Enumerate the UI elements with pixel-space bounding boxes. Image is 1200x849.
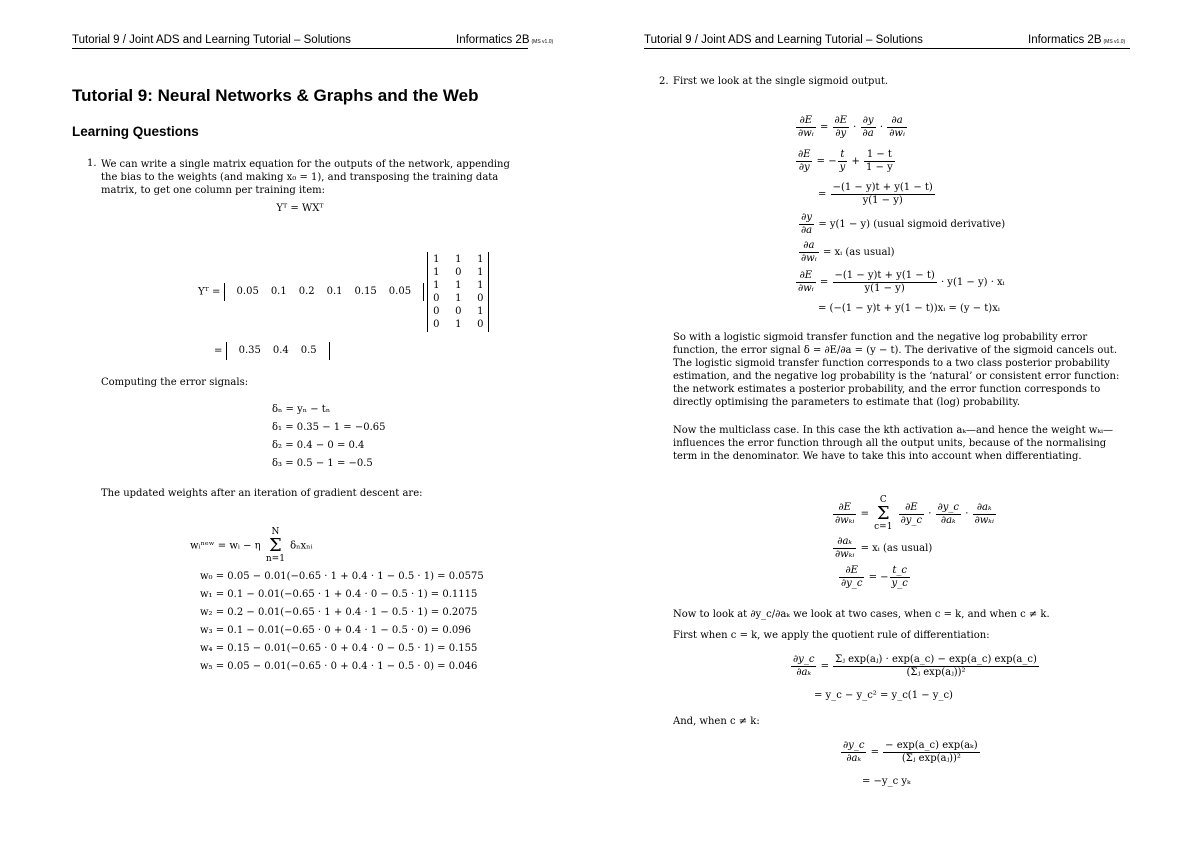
- matrix-cell: 1: [455, 254, 462, 265]
- paragraph-multiclass: Now the multiclass case. In this case the kth activation aₖ—and hence the weight wₖᵢ—influences the error function through all the output units, because of the normalising term in the denominator. We have to take this into account when differentiating.: [673, 425, 1113, 462]
- vector-entry: 0.05: [236, 286, 259, 297]
- weight-update-line: w₃ = 0.1 − 0.01(−0.65 · 0 + 0.4 · 1 − 0.5 · 0) = 0.096: [200, 625, 471, 636]
- data-matrix: [427, 252, 489, 332]
- error-signal-line: δ₁ = 0.35 − 1 = −0.65: [272, 422, 386, 433]
- matrix-cell: 1: [477, 254, 484, 265]
- weight-update-line: w₂ = 0.2 − 0.01(−0.65 · 1 + 0.4 · 1 − 0.5 · 1) = 0.2075: [200, 607, 478, 618]
- matrix-cell: 1: [455, 319, 462, 330]
- final-gradient-line2: = (−(1 − y)t + y(1 − t))xᵢ = (y − t)xᵢ: [818, 303, 1000, 314]
- matrix-equation: Yᵀ = WXᵀ: [276, 203, 324, 214]
- multiclass-da-dw: $\frac{\text{∂aₖ}}{\text{∂wₖᵢ}}$ = xᵢ (as usual): [835, 536, 933, 560]
- header-rule: [644, 48, 1130, 49]
- error-signal-line: δ₂ = 0.4 − 0 = 0.4: [272, 440, 365, 451]
- vector-entry: 0.1: [270, 286, 287, 297]
- question-number: 1.: [87, 158, 97, 169]
- matrix-cell: 1: [433, 267, 440, 278]
- vector-entry: 0.15: [354, 286, 377, 297]
- matrix-row: [432, 279, 484, 292]
- matrix-cell: 1: [477, 280, 484, 291]
- multiclass-chain-rule: $\frac{\partial E}{\text{∂wₖᵢ}}$ = C Σ c=1 $\frac{\partial E}{\partial y\_c}$ · $\frac{\partial y\_c}{\text{∂aₖ}}$ · $\frac{\text{∂aₖ}}{\text{∂wₖᵢ}}$: [835, 495, 994, 532]
- errors-intro: Computing the error signals:: [101, 377, 249, 388]
- matrix-product: [198, 252, 489, 332]
- q1-text: We can write a single matrix equation for the outputs of the network, appending the bias to the weights (and making x₀ = 1), and transposing the training data matrix, to get one column per training item:: [101, 159, 510, 196]
- matrix-row: [432, 253, 484, 266]
- quotient-rule-result: = y_c − y_c² = y_c(1 − y_c): [814, 690, 953, 701]
- running-header-right: Informatics 2B (MS v1.0): [1028, 34, 1126, 46]
- error-signal-line: δ₃ = 0.5 − 1 = −0.5: [272, 458, 373, 469]
- weight-update-line: w₁ = 0.1 − 0.01(−0.65 · 1 + 0.4 · 0 − 0.5 · 1) = 0.1115: [200, 589, 478, 600]
- dE-dy-combined: = $\frac{-(1 - y)t + y(1 - t)}{y(1 - y)}$: [818, 182, 933, 206]
- matrix-cell: 1: [455, 280, 462, 291]
- matrix-cell: 0: [477, 319, 484, 330]
- weight-row-vector: [224, 283, 425, 301]
- matrix-cell: 0: [455, 267, 462, 278]
- chain-rule-line: $\frac{\partial E}{\text{∂wᵢ}}$ = $\frac{\partial E}{\partial y}$ · $\frac{\partial y}{\partial a}$ · $\frac{\partial a}{\text{∂wᵢ}}$: [798, 115, 905, 139]
- matrix-cell: 1: [433, 254, 440, 265]
- matrix-cell: 0: [455, 306, 462, 317]
- weight-update-line: w₅ = 0.05 − 0.01(−0.65 · 0 + 0.4 · 1 − 0.5 · 0) = 0.046: [200, 661, 478, 672]
- matrix-row: [432, 318, 484, 331]
- vector-entry: 0.4: [272, 345, 289, 356]
- weight-update-line: w₄ = 0.15 − 0.01(−0.65 · 0 + 0.4 · 0 − 0.5 · 1) = 0.155: [200, 643, 478, 654]
- error-signals: [272, 401, 386, 473]
- matrix-cell: 0: [433, 319, 440, 330]
- matrix-row: [432, 292, 484, 305]
- paragraph-two-cases: Now to look at ∂y_c/∂aₖ we look at two cases, when c = k, and when c ≠ k.: [673, 609, 1050, 620]
- paragraph-c-neq-k: And, when c ≠ k:: [673, 716, 760, 727]
- matrix-cell: 1: [455, 293, 462, 304]
- weight-update-line: w₀ = 0.05 − 0.01(−0.65 · 1 + 0.4 · 1 − 0.5 · 1) = 0.0575: [200, 571, 484, 582]
- q2-intro: First we look at the single sigmoid output.: [673, 76, 889, 87]
- result-equals: =: [214, 345, 223, 357]
- running-header-right: Informatics 2B (MS v1.0): [456, 34, 554, 46]
- question-number: 2.: [659, 76, 669, 87]
- sigmoid-derivative: $\frac{\partial y}{\partial a}$ = y(1 − y) (usual sigmoid derivative): [801, 212, 1006, 236]
- vector-entry: 0.1: [326, 286, 343, 297]
- running-header-left: Tutorial 9 / Joint ADS and Learning Tutorial – Solutions: [72, 34, 351, 46]
- da-dwi-line: $\frac{\partial a}{\text{∂wᵢ}}$ = xᵢ (as usual): [801, 240, 895, 264]
- paragraph-sigmoid: So with a logistic sigmoid transfer function and the negative log probability error function, the error signal δ = ∂E/∂a = (y − t). The derivative of the sigmoid cancels out. The logistic sigmoid transfer function corresponds to a two class posterior probability estimation, and the negative log probability is the ‘natural’ or consistent error function: the network estimates a posterior probability, and the error function corresponds to directly optimising the parameters to estimate that (log) probability.: [673, 332, 1120, 408]
- vector-entry: 0.35: [238, 345, 261, 356]
- result-row-vector: [226, 342, 330, 360]
- weight-updates: [200, 568, 484, 676]
- vector-entry: 0.2: [298, 286, 315, 297]
- vector-entry: 0.5: [300, 345, 317, 356]
- final-gradient: $\frac{\partial E}{\text{∂wᵢ}}$ = $\frac{-(1 - y)t + y(1 - t)}{y(1 - y)}$ · y(1 − y) · xᵢ: [798, 270, 1005, 294]
- matrix-cell: 1: [477, 267, 484, 278]
- matrix-cell: 1: [433, 280, 440, 291]
- quotient-rule-eq: $\frac{\partial y\_c}{\text{∂aₖ}}$ = $\frac{\text{Σⱼ exp(aⱼ) · exp(a\_c) − exp(a\_c) exp(a\_c)}}{\text{(Σⱼ exp(aⱼ))²}}$: [793, 654, 1037, 678]
- matrix-cell: 1: [477, 306, 484, 317]
- matrix-cell: 0: [433, 306, 440, 317]
- c-neq-k-result: = −y_c yₖ: [862, 776, 911, 787]
- header-rule: [72, 48, 528, 49]
- yt-label: Yᵀ =: [198, 286, 221, 298]
- running-header-left: Tutorial 9 / Joint ADS and Learning Tutorial – Solutions: [644, 34, 923, 46]
- vector-entry: 0.05: [388, 286, 412, 297]
- matrix-cell: 0: [433, 293, 440, 304]
- paragraph-quotient-rule: First when c = k, we apply the quotient rule of differentiation:: [673, 630, 990, 641]
- matrix-row: [432, 305, 484, 318]
- matrix-row: [432, 266, 484, 279]
- dE-dy-line: $\frac{\partial E}{\partial y}$ = − $\frac{t}{y}$ + $\frac{1 - t}{1 - y}$: [798, 149, 893, 173]
- update-rule: wᵢⁿᵉʷ = wᵢ − η N Σ n=1 δₙxₙᵢ: [190, 527, 313, 564]
- error-signal-line: δₙ = yₙ − tₙ: [272, 404, 331, 415]
- matrix-cell: 0: [477, 293, 484, 304]
- right-page: [600, 0, 1200, 849]
- update-intro: The updated weights after an iteration of gradient descent are:: [101, 488, 423, 499]
- page-title: Tutorial 9: Neural Networks & Graphs and the Web: [72, 86, 479, 105]
- section-heading: Learning Questions: [72, 124, 199, 139]
- matrix-result: [214, 342, 330, 360]
- c-neq-k-eq: $\frac{\partial y\_c}{\text{∂aₖ}}$ = $\frac{\text{− exp(a\_c) exp(aₖ)}}{\text{(Σⱼ exp(aⱼ))²}}$: [843, 740, 978, 764]
- multiclass-dE-dy: $\frac{\partial E}{\partial y\_c}$ = − $\frac{t\_c}{y\_c}$: [841, 565, 908, 589]
